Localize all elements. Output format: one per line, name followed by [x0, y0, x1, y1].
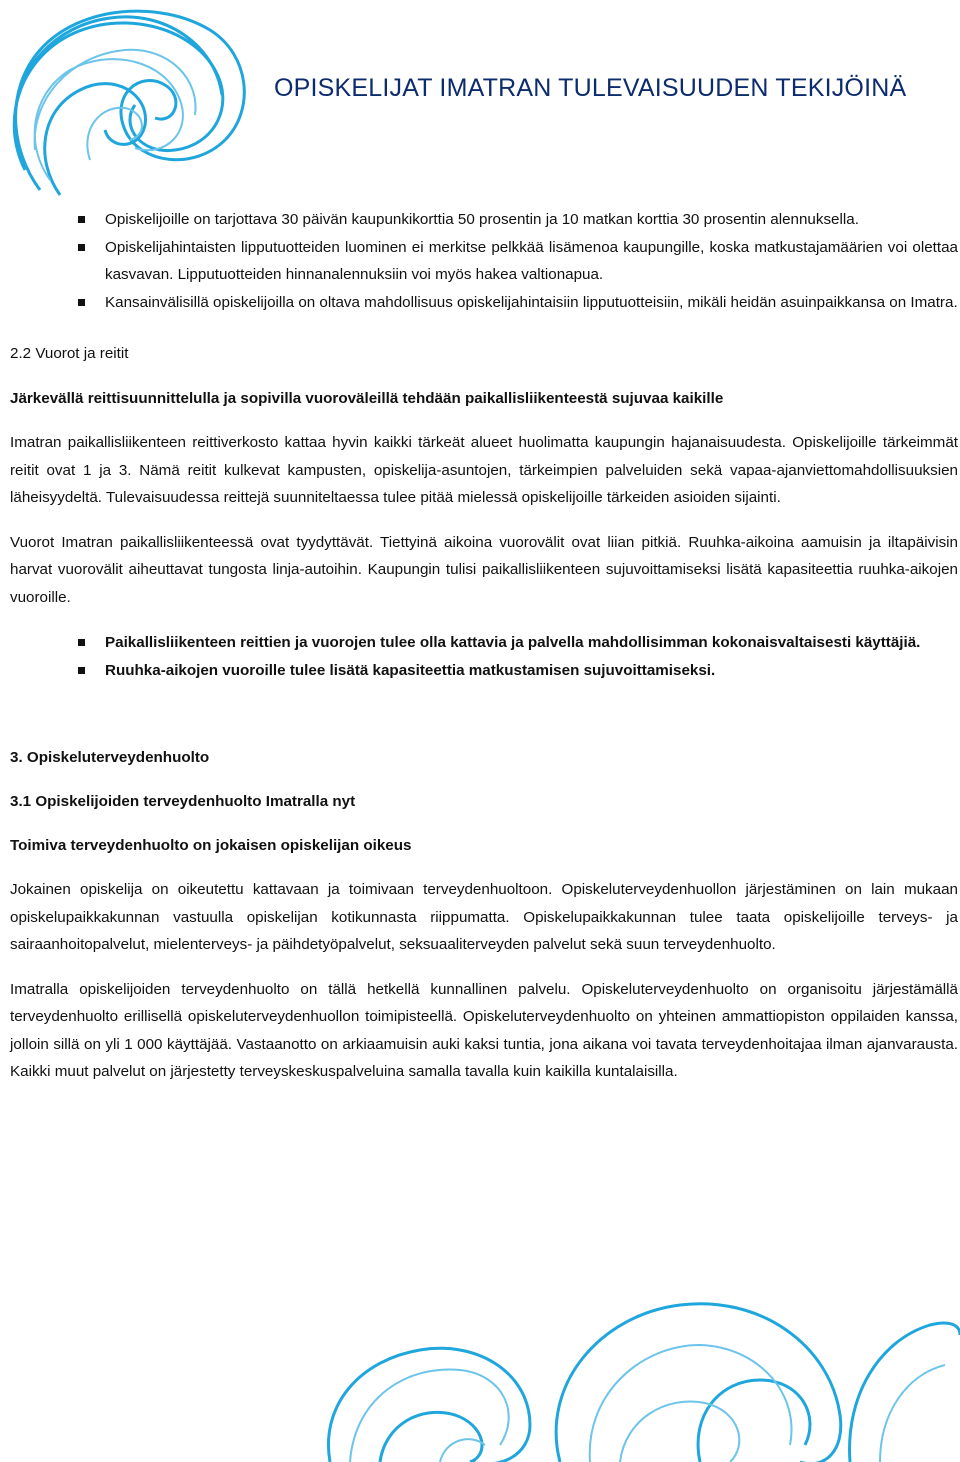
footer-swirl-decoration	[0, 1255, 960, 1462]
bullet-item: Paikallisliikenteen reittien ja vuorojen tulee olla kattavia ja palvella mahdollisimman kokonaisvaltaisesti käyttäjiä.	[105, 629, 958, 657]
section-heading-3: 3. Opiskeluterveydenhuolto	[10, 749, 210, 766]
bullet-item: Opiskelijoille on tarjottava 30 päivän kaupunkikorttia 50 prosentin ja 10 matkan korttia 30 prosentin alennuksella.	[105, 206, 958, 234]
paragraph: Jokainen opiskelija on oikeutettu kattavaan ja toimivaan terveydenhuoltoon. Opiskeluterveydenhuollon järjestäminen on lain mukaan opiskelupaikkakunnan vastuulla opiskelijan kotikunnasta riippumatta. Opiskelupaikkakunnan tulee taata opiskelijoille terveys- ja sairaanhoitopalvelut, mielenterveys- ja päihdetyöpalvelut, seksuaaliterveyden palvelut sekä suun terveydenhuolto.	[10, 881, 958, 953]
logo-swirl	[0, 0, 260, 200]
section-heading-2-2: 2.2 Vuorot ja reitit	[10, 345, 129, 362]
bullet-list-tickets	[10, 206, 958, 316]
bullet-item: Kansainvälisillä opiskelijoilla on oltava mahdollisuus opiskelijahintaisiin lipputuotteisiin, mikäli heidän asuinpaikkansa on Imatra.	[105, 289, 958, 317]
paragraph: Imatran paikallisliikenteen reittiverkosto kattaa hyvin kaikki tärkeät alueet huolimatta kaupungin hajanaisuudesta. Opiskelijoille tärkeimmät reitit ovat 1 ja 3. Nämä reitit kulkevat kampusten, opiskelija-asuntojen, tärkeimpien palveluiden sekä vapaa-ajanviettomahdollisuuksien läheisyydeltä. Tulevaisuudessa reittejä suunniteltaessa tulee pitää mielessä opiskelijoille tärkeiden asioiden sijainti.	[10, 434, 958, 506]
section-subheading: Järkevällä reittisuunnittelulla ja sopivilla vuoroväleillä tehdään paikallisliikenteestä sujuvaa kaikille	[10, 390, 724, 407]
document-body	[10, 206, 958, 1086]
bullet-item: Opiskelijahintaisten lipputuotteiden luominen ei merkitse pelkkää lisämenoa kaupungille, koska matkustajamäärien voi olettaa kasvavan. Lipputuotteiden hinnanalennuksiin voi myös hakea valtionapua.	[105, 234, 958, 289]
bullet-item: Ruuhka-aikojen vuoroille tulee lisätä kapasiteettia matkustamisen sujuvoittamiseksi.	[105, 657, 958, 685]
document-header-title: OPISKELIJAT IMATRAN TULEVAISUUDEN TEKIJÖINÄ	[274, 74, 907, 102]
paragraph: Imatralla opiskelijoiden terveydenhuolto on tällä hetkellä kunnallinen palvelu. Opiskeluterveydenhuolto on organisoitu järjestämällä terveydenhuolto erillisellä opiskeluterveydenhuollon toimipisteellä. Opiskeluterveydenhuolto on yhteinen ammattiopiston oppilaiden kanssa, jolloin sillä on yli 1 000 käyttäjää. Vastaanotto on arkiaamuisin auki kaksi tuntia, jona aikana voi tavata terveydenhoitajaa ilman ajanvarausta. Kaikki muut palvelut on järjestetty terveyskeskuspalveluina samalla tavalla kuin kaikilla kuntalaisilla.	[10, 980, 958, 1080]
paragraph: Vuorot Imatran paikallisliikenteessä ovat tyydyttävät. Tiettyinä aikoina vuorovälit ovat liian pitkiä. Ruuhka-aikoina aamuisin ja iltapäivisin harvat vuorovälit aiheuttavat tungosta linja-autoihin. Kaupungin tulisi paikallisliikenteen sujuvoittamiseksi lisätä kapasiteettia ruuhka-aikojen vuoroille.	[10, 533, 958, 606]
section-subtitle: Toimiva terveydenhuolto on jokaisen opiskelijan oikeus	[10, 837, 412, 854]
section-subheading-3-1: 3.1 Opiskelijoiden terveydenhuolto Imatralla nyt	[10, 793, 356, 810]
bullet-list-routes	[10, 629, 958, 684]
